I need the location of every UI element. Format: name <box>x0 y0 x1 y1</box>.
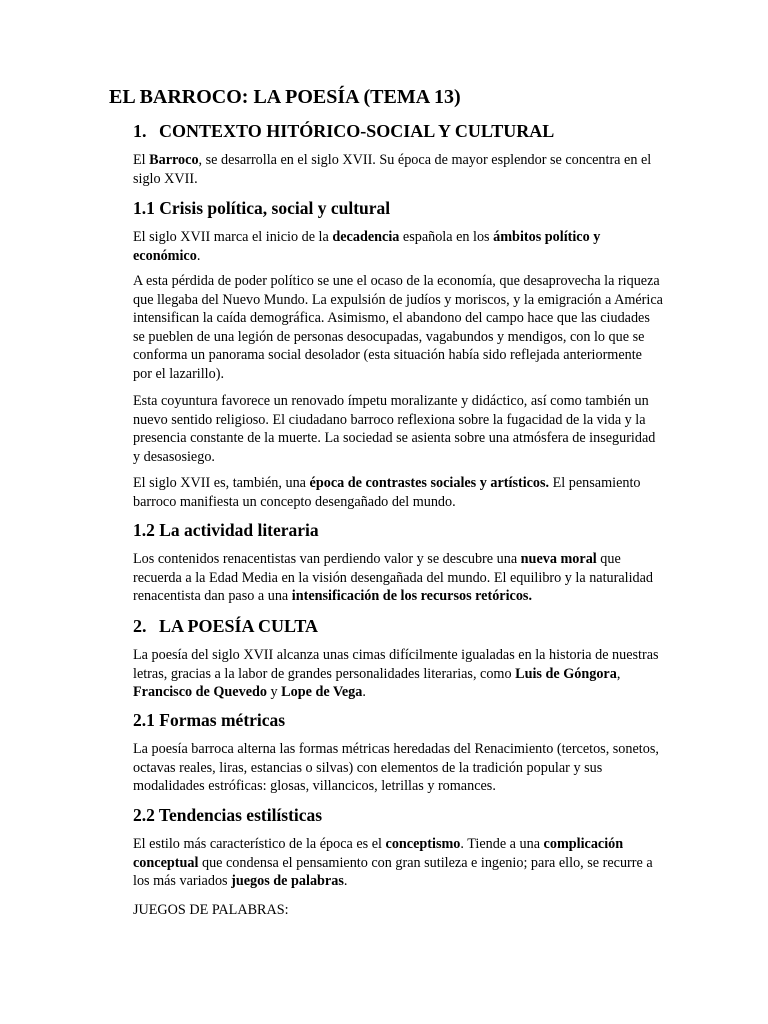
paragraph-conceptismo <box>133 835 663 891</box>
author-name: Lope de Vega <box>281 684 363 700</box>
subsection-heading-2-1: 2.1 Formas métricas <box>133 710 286 730</box>
bold-term: Barroco <box>149 152 199 168</box>
paragraph-contrastes <box>133 474 663 511</box>
text-run: española en los <box>399 229 494 245</box>
bold-term: decadencia <box>332 229 400 245</box>
section-heading-text: LA POESÍA CULTA <box>159 616 319 636</box>
subsection-heading-1-2: 1.2 La actividad literaria <box>133 520 319 540</box>
text-run: El pensamiento barroco manifiesta un concepto desengañado del mundo. <box>133 475 641 510</box>
text-run: El siglo XVII marca el inicio de la <box>133 229 333 245</box>
paragraph-juegos-palabras: JUEGOS DE PALABRAS: <box>133 902 289 918</box>
paragraph-decadencia <box>133 228 663 265</box>
paragraph-formas-metricas: La poesía barroca alterna las formas métricas heredadas del Renacimiento (tercetos, sonetos, octavas reales, liras, estancias o silvas) con elementos de la tradición popular y sus modalidades estróficas: glosas, villancicos, letrillas y romances. <box>133 741 659 794</box>
text-run: . <box>196 247 201 264</box>
bold-term: complicación conceptual <box>133 836 624 871</box>
author-name: Francisco de Quevedo <box>133 684 267 700</box>
author-name: Luis de Góngora <box>515 665 617 682</box>
paragraph-actividad-literaria <box>133 550 663 606</box>
bold-term: nueva moral <box>520 551 597 567</box>
subsection-heading-1-1: 1.1 Crisis política, social y cultural <box>133 198 391 218</box>
text-run: El estilo más característico de la época es el <box>133 836 386 852</box>
section-number: 2. <box>133 616 147 636</box>
text-run: . <box>343 873 348 889</box>
section-heading-1 <box>133 121 554 142</box>
subsection-heading-2-2: 2.2 Tendencias estilísticas <box>133 805 323 825</box>
document-title: EL BARROCO: LA POESÍA (TEMA 13) <box>109 86 461 108</box>
bold-term: época de contrastes sociales y artísticos. <box>309 475 550 491</box>
section-heading-2 <box>133 616 318 637</box>
text-run: La poesía del siglo XVII alcanza unas cimas difícilmente igualadas en la historia de nuestras letras, gracias a la labor de grandes personalidades literarias, como <box>133 647 659 682</box>
text-run: Los contenidos renacentistas van perdiendo valor y se descubre una <box>133 551 521 567</box>
text-run: que condensa el pensamiento con gran sutileza e ingenio; para ello, se recurre a los más variados <box>133 854 653 889</box>
paragraph-perdida-poder: A esta pérdida de poder político se une el ocaso de la economía, que desaprovecha la riqueza que llegaba del Nuevo Mundo. La expulsión de judíos y moriscos, y la emigración a América intensifican la caída demográfica. Asimismo, el abandono del campo hace que las ciudades se pueblen de una legión de personas desocupadas, vagabundos y mendigos, con lo que se conforma un panorama social desolador (esta situación había sido reflejada anteriormente por el lazarillo). <box>133 273 663 382</box>
paragraph-poesia-culta <box>133 646 663 702</box>
text-run: El siglo XVII es, también, una <box>133 475 310 491</box>
text-run: que recuerda a la Edad Media en la visión desengañada del mundo. El equilibro y la naturalidad renacentista dan paso a una <box>133 551 654 604</box>
text-run: , <box>616 665 621 682</box>
bold-term: ámbitos político y económico <box>133 229 601 264</box>
text-run: . Tiende a una <box>460 836 544 852</box>
paragraph-coyuntura: Esta coyuntura favorece un renovado ímpetu moralizante y didáctico, así como también un nuevo sentido religioso. El ciudadano barroco reflexiona sobre la fugacidad de la vida y la presencia constante de la muerte. La sociedad se asienta sobre una atmósfera de inseguridad y desasosiego. <box>133 393 656 465</box>
text-run: . <box>362 684 366 700</box>
text-run: y <box>266 684 282 700</box>
bold-term: juegos de palabras <box>231 873 344 889</box>
paragraph-barroco-intro <box>133 151 663 188</box>
text-run: El <box>133 152 150 168</box>
section-number: 1. <box>133 121 147 141</box>
bold-term: conceptismo <box>385 836 461 852</box>
bold-term: intensificación de los recursos retóricos. <box>291 588 532 604</box>
section-heading-text: CONTEXTO HITÓRICO-SOCIAL Y CULTURAL <box>159 121 555 141</box>
text-run: , se desarrolla en el siglo XVII. Su época de mayor esplendor se concentra en el siglo XVII. <box>133 152 652 187</box>
